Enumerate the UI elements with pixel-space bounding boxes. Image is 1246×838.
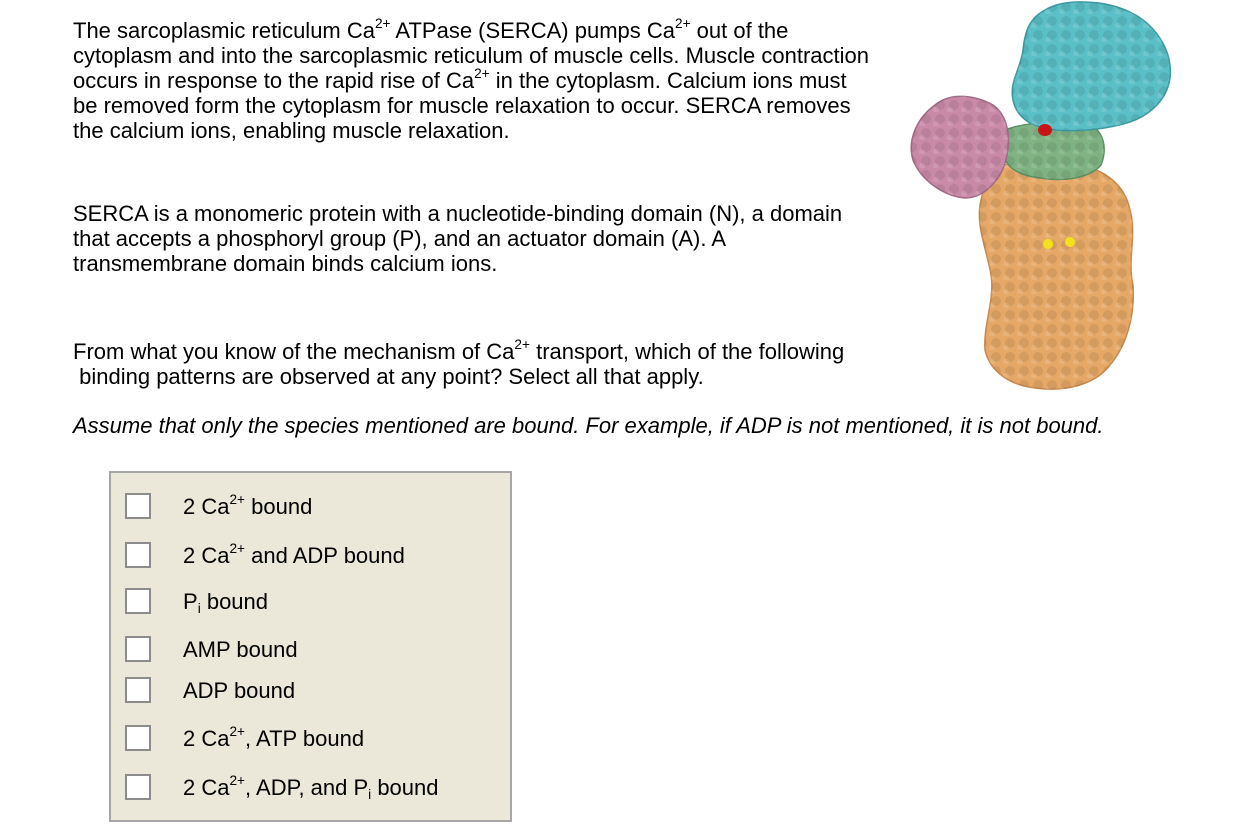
option-2ca-adp-pi-bound[interactable] [111, 769, 510, 805]
option-2ca-bound[interactable] [111, 488, 510, 524]
option-pi-bound[interactable] [111, 583, 510, 619]
instruction-note: Assume that only the species mentioned are bound. For example, if ADP is not mentioned, it is not bound. [73, 413, 1104, 438]
option-amp-bound[interactable] [111, 631, 510, 667]
option-2ca-atp-bound[interactable] [111, 720, 510, 756]
transmembrane-domain [979, 162, 1133, 389]
checkbox[interactable] [125, 542, 151, 568]
option-adp-bound[interactable] [111, 672, 510, 708]
option-label[interactable]: AMP bound [183, 637, 298, 662]
n-domain [1012, 2, 1170, 131]
option-label[interactable]: 2 $Ca^{2+}$, ADP, and $P_i$ bound [183, 772, 439, 803]
checkbox[interactable] [125, 636, 151, 662]
option-label[interactable]: ADP bound [183, 678, 296, 703]
checkbox[interactable] [125, 493, 151, 519]
option-label[interactable]: 2 $Ca^{2+}$ and ADP bound [183, 540, 405, 568]
calcium-ion [1043, 239, 1053, 249]
checkbox[interactable] [125, 677, 151, 703]
description-paragraph: SERCA is a monomeric protein with a nucleotide-binding domain (N), a domain that accepts a phosphoryl group (P), and an actuator domain (A). A transmembrane domain binds calcium ions. [73, 201, 843, 276]
option-label[interactable]: 2 $Ca^{2+}$ bound [183, 491, 313, 519]
p-domain [1002, 123, 1104, 180]
checkbox[interactable] [125, 725, 151, 751]
answer-choices-box [109, 471, 512, 822]
checkbox[interactable] [125, 588, 151, 614]
option-label[interactable]: $P_i$ bound [183, 589, 269, 617]
phosphorylation-site-marker [1038, 124, 1052, 136]
option-label[interactable]: 2 $Ca^{2+}$, ATP bound [183, 723, 365, 751]
calcium-ion [1065, 237, 1075, 247]
option-2ca-adp-bound[interactable] [111, 537, 510, 573]
checkbox[interactable] [125, 774, 151, 800]
question-text: From what you know of the mechanism of $Ca^{2+}$ transport, which of the following binding patterns are observed at any point? Select all that apply. [73, 336, 845, 389]
intro-paragraph: The sarcoplasmic reticulum $Ca^{2+}$ ATPase (SERCA) pumps $Ca^{2+}$ out of the cytoplasm and into the sarcoplasmic reticulum of muscle cells. Muscle contraction occurs in response to the rapid rise of $Ca^{2+}$ in the cytoplasm. Calcium ions must be removed form the cytoplasm for muscle relaxation to occur. SERCA removes the calcium ions, enabling muscle relaxation. [73, 15, 869, 143]
serca-protein-structure-image [905, 0, 1180, 395]
a-domain [911, 96, 1008, 198]
